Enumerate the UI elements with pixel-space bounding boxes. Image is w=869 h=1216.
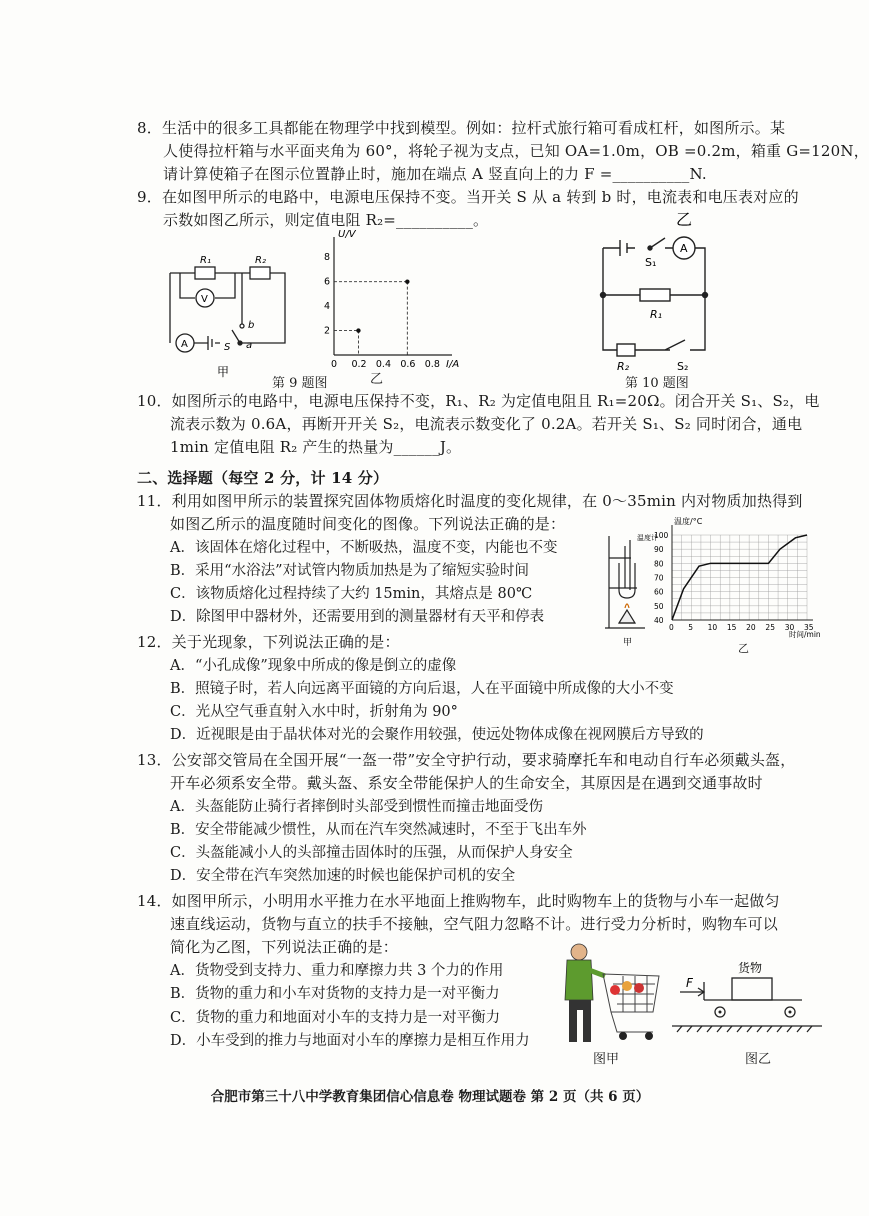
q10-line1: 10．如图所示的电路中，电源电压保持不变，R₁、R₂ 为定值电阻且 R₁=20Ω。闭合开关 S₁、S₂，电 <box>137 392 820 410</box>
q13-line1: 13．公安部交管局在全国开展“一盔一带”安全守护行动，要求骑摩托车和电动自行车必须戴头盔， <box>137 751 796 769</box>
fig10-s1: S₁ <box>645 256 657 269</box>
q9-line2: 示数如图乙所示，则定值电阻 R₂=__________。 <box>163 211 489 229</box>
q11-line1: 11．利用如图甲所示的装置探究固体物质熔化时温度的变化规律，在 0～35min 内对物质加热得到 <box>137 492 803 510</box>
q11-line2: 如图乙所示的温度随时间变化的图像。下列说法正确的是： <box>170 515 566 533</box>
chart11-x-tick: 15 <box>726 623 737 632</box>
q14-line2: 速直线运动，货物与直立的扶手不接触，空气阻力忽略不计。进行受力分析时，购物车可以 <box>170 915 779 933</box>
chart11-y-tick: 50 <box>654 601 664 611</box>
chart11-x-tick: 25 <box>765 623 775 632</box>
q14-fig-label-b: 图乙 <box>745 1052 772 1067</box>
chart9-x-tick: 0.6 <box>400 359 416 370</box>
q14-option-d: D．小车受到的推力与地面对小车的摩擦力是相互作用力 <box>170 1033 530 1049</box>
fig10-ammeter: A <box>680 242 688 255</box>
chart11-x-tick: 35 <box>804 623 814 632</box>
chart11-x-tick: 20 <box>746 623 756 632</box>
q10-line3: 1min 定值电阻 R₂ 产生的热量为______J。 <box>170 438 462 456</box>
chart11-y-tick: 90 <box>654 545 664 555</box>
fig9-circuit <box>160 248 295 378</box>
q10-line2: 流表示数为 0.6A，再断开开关 S₂，电流表示数变化了 0.2A。若开关 S₁、S₂ 同时闭合，通电 <box>170 415 803 433</box>
fig9-switch-s: S <box>224 342 231 353</box>
chart9-ylabel: U/V <box>338 229 356 240</box>
q11-option-b: B．采用“水浴法”对试管内物质加热是为了缩短实验时间 <box>170 563 529 579</box>
chart11-x-tick: 0 <box>669 623 674 632</box>
fig9-graph-caption: 乙 <box>370 372 384 387</box>
q14-option-b: B．货物的重力和小车对货物的支持力是一对平衡力 <box>170 986 500 1002</box>
chart11-y-tick: 80 <box>654 559 664 569</box>
chart9-y-tick: 8 <box>324 252 331 264</box>
page-footer: 合肥市第三十八中学教育集团信心信息卷 物理试题卷 第 2 页（共 6 页） <box>210 1089 650 1105</box>
q14-fig-label-a: 图甲 <box>593 1052 620 1067</box>
fig10-circuit <box>595 228 715 378</box>
q12-option-b: B．照镜子时，若人向远离平面镜的方向后退，人在平面镜中所成像的大小不变 <box>170 681 674 697</box>
q13-option-b: B．安全带能减少惯性，从而在汽车突然减速时，不至于飞出车外 <box>170 822 587 838</box>
chart9-y-tick: 4 <box>324 301 331 313</box>
fig9-r2: R₂ <box>255 255 266 266</box>
fig10-r2: R₂ <box>617 360 630 373</box>
q11-fig-label-jia: 甲 <box>623 638 633 648</box>
chart11-x-tick: 30 <box>784 623 795 632</box>
chart9-x-tick: 0.2 <box>351 359 367 370</box>
chart9-y-tick: 6 <box>324 276 331 288</box>
q14-simplified-cart-figure <box>672 960 822 1035</box>
fig9-graph-label: 乙 <box>676 210 693 229</box>
q12-line1: 12．关于光现象，下列说法正确的是： <box>137 633 400 651</box>
chart9-y-tick: 2 <box>324 325 331 337</box>
q11-option-a: A．该固体在熔化过程中，不断吸热，温度不变，内能也不变 <box>170 540 558 556</box>
chart11-ylabel: 温度/°C <box>674 517 703 526</box>
chart11-x-tick: 5 <box>688 623 694 632</box>
fig10-caption: 第 10 题图 <box>625 376 689 391</box>
fig9-voltmeter: V <box>201 294 208 305</box>
q11-option-d: D．除图甲中器材外，还需要用到的测量器材有天平和停表 <box>170 609 545 625</box>
chart11-xlabel: 时间/min <box>789 630 821 639</box>
chart11-y-tick: 60 <box>654 587 664 597</box>
q11-fig-label-yi: 乙 <box>738 642 749 655</box>
fig9-switch-b: b <box>248 320 255 331</box>
q11-temperature-graph <box>650 515 825 645</box>
fig9-caption: 第 9 题图 <box>272 376 328 391</box>
q12-option-d: D．近视眼是由于晶状体对光的会聚作用较强，使远处物体成像在视网膜后方导致的 <box>170 727 704 743</box>
q8-line2: 人使得拉杆箱与水平面夹角为 60°，将轮子视为支点，已知 OA=1.0m，OB =0.2m，箱重 G=120N， <box>163 142 869 160</box>
chart9-point-1 <box>405 279 409 283</box>
q12-option-c: C．光从空气垂直射入水中时，折射角为 90° <box>170 704 458 720</box>
chart11-y-tick: 100 <box>654 531 669 540</box>
chart9-x-tick: 0.8 <box>424 359 440 370</box>
q11-thermometer-label: 温度计 <box>637 534 658 542</box>
q14-cargo-label: 货物 <box>738 961 763 975</box>
q13-line2: 开车必须系安全带。戴头盔、系安全带能保护人的生命安全，其原因是在遇到交通事故时 <box>170 774 763 792</box>
q14-shopping-cart-figure <box>557 940 667 1050</box>
q8-line3: 请计算使箱子在图示位置静止时，施加在端点 A 竖直向上的力 F =__________N. <box>163 165 707 183</box>
section2-heading: 二、选择题（每空 2 分，计 14 分） <box>137 469 389 487</box>
chart11-y-tick: 40 <box>654 616 664 625</box>
q12-option-a: A．“小孔成像”现象中所成的像是倒立的虚像 <box>170 658 457 674</box>
q13-option-d: D．安全带在汽车突然加速的时候也能保护司机的安全 <box>170 868 516 884</box>
chart9-xlabel: I/A <box>446 359 460 370</box>
fig9-label-jia: 甲 <box>217 365 230 379</box>
q13-option-c: C．头盔能减小人的头部撞击固体时的压强，从而保护人身安全 <box>170 845 573 861</box>
chart9-x-tick: 0 <box>331 359 338 370</box>
q14-option-a: A．货物受到支持力、重力和摩擦力共 3 个力的作用 <box>170 963 504 979</box>
fig9-r1: R₁ <box>200 255 211 266</box>
q14-line3: 简化为乙图，下列说法正确的是： <box>170 938 399 956</box>
chart9-point-0 <box>356 328 360 332</box>
q14-option-c: C．货物的重力和地面对小车的支持力是一对平衡力 <box>170 1010 501 1026</box>
chart11-y-tick: 70 <box>654 573 664 583</box>
q8-line1: 8．生活中的很多工具都能在物理学中找到模型。例如：拉杆式旅行箱可看成杠杆，如图所示。某 <box>137 119 786 137</box>
chart11-x-tick: 10 <box>707 623 718 632</box>
fig10-s2: S₂ <box>677 360 689 373</box>
q13-option-a: A．头盔能防止骑行者摔倒时头部受到惯性而撞击地面受伤 <box>170 799 543 815</box>
chart9-x-tick: 0.4 <box>375 359 391 370</box>
fig9-switch-a: a <box>246 340 253 351</box>
q9-line1: 9．在如图甲所示的电路中，电源电压保持不变。当开关 S 从 a 转到 b 时，电流表和电压表对应的 <box>137 188 799 206</box>
q14-force-label: F <box>686 976 693 990</box>
q14-line1: 14．如图甲所示，小明用水平推力在水平地面上推购物车，此时购物车上的货物与小车一起做匀 <box>137 892 780 910</box>
fig9-ammeter: A <box>181 339 188 350</box>
fig10-r1: R₁ <box>650 308 663 321</box>
q11-option-c: C．该物质熔化过程持续了大约 15min，其熔点是 80℃ <box>170 586 533 602</box>
